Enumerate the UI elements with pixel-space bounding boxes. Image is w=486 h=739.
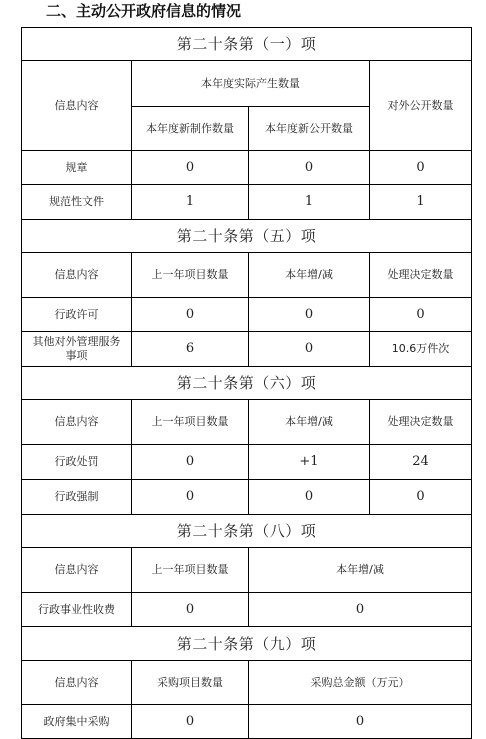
col-header-info: 信息内容 (22, 253, 132, 298)
cell-value: +1 (249, 445, 370, 480)
col-header-change: 本年增/减 (249, 253, 370, 298)
row-label: 行政强制 (22, 480, 132, 515)
table-row (22, 445, 472, 480)
cell-value: 0 (249, 151, 370, 185)
cell-value: 0 (249, 705, 472, 739)
cell-value: 1 (132, 185, 249, 220)
cell-value: 0 (132, 298, 249, 332)
row-label: 行政许可 (22, 298, 132, 332)
cell-value: 0 (132, 593, 249, 627)
table-row (22, 332, 472, 367)
cell-value: 24 (370, 445, 472, 480)
col-header-purchase-count: 采购项目数量 (132, 661, 249, 705)
col-header-info: 信息内容 (22, 661, 132, 705)
table-row (22, 151, 472, 185)
row-label: 政府集中采购 (22, 705, 132, 739)
cell-value: 1 (249, 185, 370, 220)
table-row (22, 480, 472, 515)
col-header-prev-count: 上一年项目数量 (132, 253, 249, 298)
row-label: 其他对外管理服务事项 (22, 332, 132, 367)
cell-value: 0 (132, 480, 249, 515)
cell-value: 0 (370, 151, 472, 185)
col-header-prev-count: 上一年项目数量 (132, 400, 249, 445)
cell-value: 0 (370, 298, 472, 332)
table-row (22, 593, 472, 627)
col-header-new-made: 本年度新制作数量 (132, 107, 249, 151)
row-label: 规章 (22, 151, 132, 185)
section-title-20-9: 第二十条第（九）项 (22, 627, 472, 661)
section-title-20-5: 第二十条第（五）项 (22, 220, 472, 253)
row-label: 行政处罚 (22, 445, 132, 480)
table-row (22, 185, 472, 220)
table-row (22, 705, 472, 739)
disclosure-table (21, 27, 472, 739)
col-header-info: 信息内容 (22, 548, 132, 593)
col-header-prev-count: 上一年项目数量 (132, 548, 249, 593)
section-title-20-8: 第二十条第（八）项 (22, 515, 472, 548)
col-header-change: 本年增/减 (249, 548, 472, 593)
col-header-info: 信息内容 (22, 400, 132, 445)
cell-value: 0 (249, 332, 370, 367)
cell-value: 10.6万件次 (370, 332, 472, 367)
col-header-new-public: 本年度新公开数量 (249, 107, 370, 151)
cell-value: 0 (249, 298, 370, 332)
cell-value: 0 (132, 151, 249, 185)
cell-value: 1 (370, 185, 472, 220)
cell-value: 0 (132, 445, 249, 480)
cell-value: 6 (132, 332, 249, 367)
col-header-purchase-amount: 采购总金额（万元） (249, 661, 472, 705)
col-header-info: 信息内容 (22, 61, 132, 151)
table-row (22, 298, 472, 332)
cell-value: 0 (249, 480, 370, 515)
col-header-decisions: 处理决定数量 (370, 400, 472, 445)
col-header-change: 本年增/减 (249, 400, 370, 445)
row-label: 规范性文件 (22, 185, 132, 220)
col-header-annual-group: 本年度实际产生数量 (132, 61, 370, 107)
section-heading: 二、主动公开政府信息的情况 (46, 2, 242, 20)
cell-value: 0 (249, 593, 472, 627)
cell-value: 0 (370, 480, 472, 515)
col-header-decisions: 处理决定数量 (370, 253, 472, 298)
section-title-20-1: 第二十条第（一）项 (22, 28, 472, 61)
row-label: 行政事业性收费 (22, 593, 132, 627)
col-header-total-public: 对外公开数量 (370, 61, 472, 151)
section-title-20-6: 第二十条第（六）项 (22, 367, 472, 400)
cell-value: 0 (132, 705, 249, 739)
